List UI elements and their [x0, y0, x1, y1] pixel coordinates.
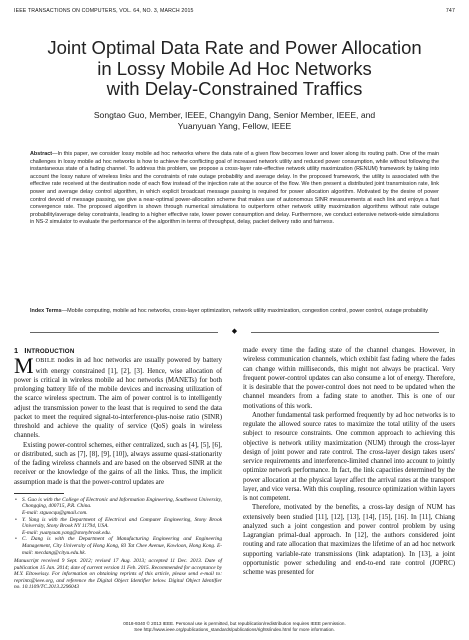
affiliation-text: C. Dang is with the Department of Manufacturing Engineering and Engineering Management, City University of Hong Kong, 83 Tat Chee Avenue, Kowloon, Hong Kong. E-mail: mecdang@cityu.edu.hk.	[22, 536, 222, 556]
paragraph: Existing power-control schemes, either centralized, such as [4], [5], [6], or distributed, such as [7], [8], [9], [10]), always assume quasi-stationarity of the fading wireless channels and are based on the observed SINR at the receiver or the knowledge of the gains of all the links. Thus, the implicit assumption made is that the power-control updates are	[14, 441, 222, 486]
author-email: E-mail: yuanyuan.yang@stonybrook.edu.	[22, 529, 112, 536]
paragraph: Therefore, motivated by the benefits, a cross-lay design of NUM has extensively been studied [11], [12], [13], [14], [15], [16]. In [11], Chiang analyzed such a joint congestion and power control problem by using Lagrangian primal-dual approach. In [12], the authors considered joint routing and rate allocation that maximizes the lifetime of an ad hoc network supporting variable-rate transmissions (link adaptation). In [13], a joint opportunistic power scheduling and end-to-end rate control (JOPRC) scheme was presented for	[243, 504, 455, 576]
author-line: Songtao Guo, Member, IEEE, Changyin Dang, Senior Member, IEEE, and	[93, 110, 376, 120]
abstract	[30, 151, 439, 227]
copyright-line: 0018-9340 © 2013 IEEE. Personal use is permitted, but republication/redistribution requires IEEE permission.	[123, 621, 346, 626]
author-line: Yuanyuan Yang, Fellow, IEEE	[177, 121, 292, 131]
index-terms-text: —Mobile computing, mobile ad hoc networks, cross-layer optimization, network utility maximization, congestion control, power control, outage probability	[61, 308, 428, 314]
running-header	[14, 8, 455, 18]
section-title-initial: I	[24, 346, 27, 355]
journal-info: IEEE TRANSACTIONS ON COMPUTERS, VOL. 64, NO. 3, MARCH 2015	[14, 8, 194, 14]
intro-paragraph	[14, 353, 222, 440]
right-column	[243, 346, 455, 577]
title-line: in Lossy Mobile Ad Hoc Networks	[97, 57, 372, 79]
divider-line	[251, 332, 439, 333]
footnotes	[14, 497, 222, 591]
section-heading	[14, 346, 222, 356]
paragraph: Another fundamental task performed frequently by ad hoc networks is to regulate the allowed source rates to maximize the total utility of the users subject to resource constraints. One common approach to achieving this objective is network utility maximization (NUM) through the cross-layer design of joint power and rate control. The cross-layer design takes users' service requirements and interference-limited channel into account to jointly optimize network performance. In fact, the link capacities determined by the power allocation at the physical layer affect the arrival rates at the transport layer, and vice versa. With this coupling, resource optimization within layers is not competent.	[243, 411, 455, 502]
affiliation-footnote	[22, 497, 222, 517]
drop-cap: M	[14, 353, 34, 379]
page-number: 747	[445, 8, 455, 14]
copyright-notice	[0, 621, 469, 633]
index-terms	[30, 308, 439, 316]
section-divider	[30, 328, 439, 336]
abstract-text: —In this paper, we consider lossy mobile ad hoc networks where the data rate of a given flow becomes lower and lower along its routing path. One of the main challenges in lossy mobile ad hoc networks is how to achieve the conflicting goal of increased network utility and reduced power consumption, while without following the instantaneous state of a fading channel. To address this problem, we propose a cross-layer rate-effective network utility maximization (RENUM) framework by taking into account the lossy nature of wireless links and the constraints of rate outage probability and average delay. In the proposed framework, the utility is associated with the effective rate received at the destination node of each flow instead of the injection rate at the source of the flow. We then present a distributed joint transmission rate, link power and average delay control algorithm, in which explicit broadcast message passing is required for power allocation algorithm. Motivated by the desire of power control devoid of message passing, we give a near-optimal power-allocation scheme that makes use of autonomous SINR measurements at each link and enjoys a fast convergence rate. The proposed algorithm is shown through numerical simulations to outperform other network utility maximization algorithms without rate outage probability/average delay constraints, leading to a higher effective rate, lower power consumption and delay. Furthermore, we conduct extensive network-wide simulations in NS-2 simulator to evaluate the performance of the algorithm in terms of throughput, delay, packet delivery ratio and fairness.	[30, 151, 439, 226]
footnote-rule	[14, 493, 64, 494]
divider-line	[30, 332, 218, 333]
copyright-line: See http://www.ieee.org/publications_standards/publications/rights/index.html for more information.	[134, 626, 335, 632]
affiliation-footnote	[22, 536, 222, 556]
section-title-rest: NTRODUCTION	[26, 348, 75, 355]
affiliation-footnote	[22, 517, 222, 537]
author-list	[20, 110, 449, 132]
first-word: OBILE	[35, 358, 56, 365]
paragraph: made every time the fading state of the channel changes. However, in wireless communication channels, which exhibit fast fading where the fades can change within milliseconds, this might not always be practical. Very frequent power-control updates can also consume a lot of energy. Therefore, it is desirable that the power-control does not need to be updated when the channel meanders from a fading state to another. This is one of our motivations of this work.	[243, 347, 455, 410]
paper-title	[20, 38, 449, 100]
title-line: Joint Optimal Data Rate and Power Allocation	[47, 37, 422, 58]
affiliation-text: Y. Yang is with the Department of Electrical and Computer Engineering, Stony Brook University, Stony Brook NY 11794, USA.	[22, 516, 222, 530]
diamond-icon: ◆	[231, 327, 238, 335]
affiliation-text: S. Guo is with the College of Electronic and Information Engineering, Southwest University, Chongqing, 400715, P.R. China.	[22, 496, 222, 510]
paragraph-text: nodes in ad hoc networks are usually powered by battery with energy constrained [1], [2], [3]. Hence, wise allocation of power is critical in wireless mobile ad hoc networks (MANETs) for both prolonging battery life of the mobile devices and increasing utilization of the scarce wireless spectrum. The aim of power control is to intelligently adjust the transmission power to the least that is required to send the data packet to meet the required signal-to-interference-plus-noise ratio (SINR) threshold and achieve the quality of service (QoS) goals in wireless channels.	[14, 357, 222, 440]
section-number: 1	[14, 346, 19, 355]
manuscript-history: Manuscript received 9 Sept. 2012; revised 17 Aug. 2013; accepted 11 Dec. 2013. Date of publication 15 Jan. 2014; date of current version 11 Feb. 2015. Recommended for acceptance by M.Y. Eltoweissy. For information on obtaining reprints of this article, please send e-mail to: reprints@ieee.org, and reference the Digital Object Identifier below. Digital Object Identifier no. 10.1109/TC.2013.2296043	[14, 558, 222, 591]
title-line: with Delay-Constrained Traffics	[106, 78, 363, 99]
left-column	[14, 346, 222, 591]
index-terms-label: Index Terms	[30, 308, 62, 314]
author-email: E-mail: stguocqu@gmail.com.	[22, 509, 88, 516]
abstract-label: Abstract	[30, 151, 53, 157]
